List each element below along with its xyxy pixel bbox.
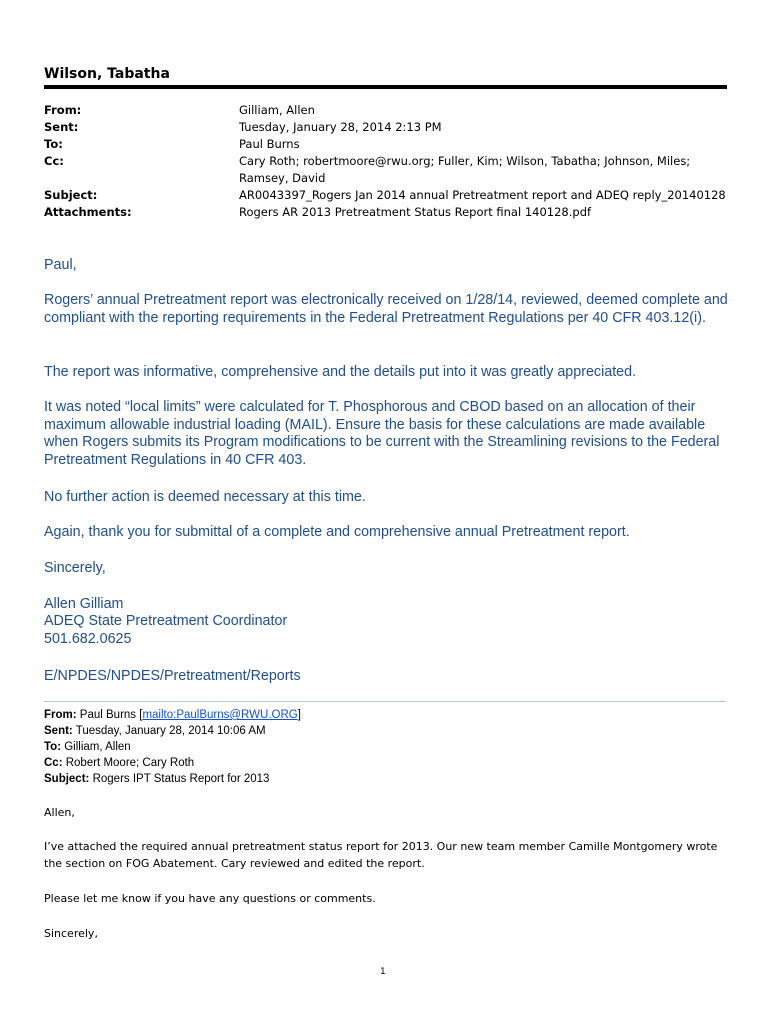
orig-from-email-link[interactable]: mailto:PaulBurns@RWU.ORG [142, 709, 298, 721]
sent-label: Sent: [44, 120, 79, 134]
reply-paragraph-2: The report was informative, comprehensive and the details put into it was greatly appreciated. [44, 364, 637, 380]
subject-label: Subject: [44, 188, 98, 202]
filing-path: E/NPDES/NPDES/Pretreatment/Reports [44, 668, 301, 684]
reply-paragraph-1: Rogers’ annual Pretreatment report was electronically received on 1/28/14, reviewed, deemed complete and compliant with the reporting requirements in the Federal Pretreatment Regulations per 40 CFR 403.12(i). [44, 292, 728, 326]
orig-to-label: To: [44, 741, 62, 753]
orig-subject-row [44, 771, 269, 788]
from-value: Gilliam, Allen [239, 103, 315, 117]
orig-subject-value: Rogers IPT Status Report for 2013 [92, 773, 270, 785]
orig-paragraph-1: I’ve attached the required annual pretreatment status report for 2013. Our new team member Camille Montgomery wrote the section on FOG Abatement. Cary reviewed and edited the report. [44, 840, 718, 870]
attachments-value[interactable]: Rogers AR 2013 Pretreatment Status Report final 140128.pdf [239, 205, 592, 219]
attachments-label: Attachments: [44, 205, 132, 219]
message-separator [44, 701, 726, 702]
orig-greeting: Allen, [44, 806, 75, 819]
orig-from-label: From: [44, 709, 77, 721]
orig-cc-row [44, 755, 194, 772]
reply-greeting: Paul, [44, 257, 77, 273]
signature-name: Allen Gilliam [44, 596, 124, 612]
orig-sent-row [44, 723, 266, 740]
subject-value: AR0043397_Rogers Jan 2014 annual Pretreatment report and ADEQ reply_20140128 [239, 188, 726, 202]
owner-name: Wilson, Tabatha [44, 66, 170, 82]
orig-sent-value: Tuesday, January 28, 2014 10:06 AM [75, 725, 266, 737]
signature-phone: 501.682.0625 [44, 631, 132, 647]
orig-from-end: ] [297, 709, 301, 721]
orig-to-value: Gilliam, Allen [64, 741, 131, 753]
orig-subject-label: Subject: [44, 773, 90, 785]
signature-title: ADEQ State Pretreatment Coordinator [44, 613, 288, 629]
owner-rule [44, 85, 727, 89]
cc-value: Cary Roth; robertmoore@rwu.org; Fuller, Kim; Wilson, Tabatha; Johnson, Miles; Ramsey, David [239, 154, 691, 185]
to-value: Paul Burns [239, 137, 300, 151]
from-label: From: [44, 103, 82, 117]
reply-paragraph-3: It was noted “local limits” were calculated for T. Phosphorous and CBOD based on an allocation of their maximum allowable industrial loading (MAIL). Ensure the basis for these calculations are made available when Rogers submits its Program modifications to be current with the Streamlining revisions to the Federal Pretreatment Regulations in 40 CFR 403. [44, 399, 720, 468]
to-label: To: [44, 137, 63, 151]
page-number: 1 [380, 967, 386, 977]
reply-closing: Sincerely, [44, 560, 106, 576]
orig-paragraph-2: Please let me know if you have any questions or comments. [44, 892, 376, 905]
cc-label: Cc: [44, 154, 64, 168]
orig-cc-value: Robert Moore; Cary Roth [65, 757, 195, 769]
reply-paragraph-5: Again, thank you for submittal of a complete and comprehensive annual Pretreatment report. [44, 524, 630, 540]
orig-to-row [44, 739, 131, 756]
orig-closing: Sincerely, [44, 927, 98, 940]
orig-cc-label: Cc: [44, 757, 63, 769]
orig-from-name: Paul Burns [ [79, 709, 143, 721]
reply-paragraph-4: No further action is deemed necessary at this time. [44, 489, 366, 505]
orig-from-row [44, 707, 301, 724]
sent-value: Tuesday, January 28, 2014 2:13 PM [239, 120, 442, 134]
orig-sent-label: Sent: [44, 725, 73, 737]
